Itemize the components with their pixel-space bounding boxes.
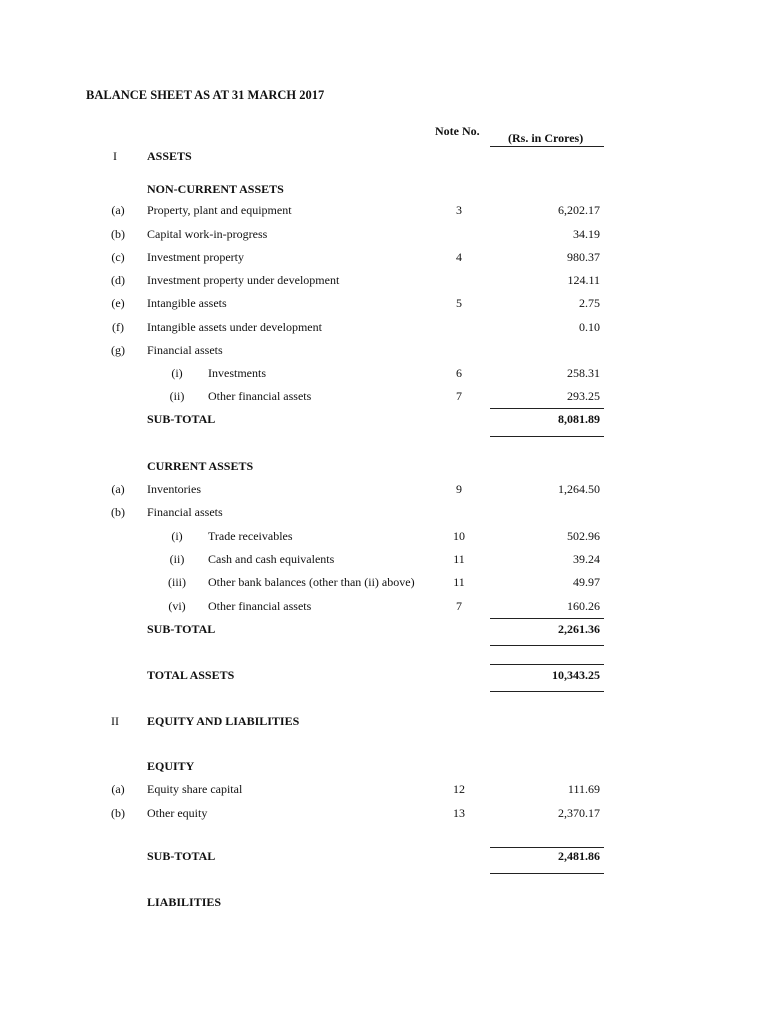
sub-row-description: Trade receivables [208,529,293,543]
row-note: 13 [453,806,465,820]
row-note: 9 [456,482,462,496]
subtotal-top-rule [490,618,604,619]
row-label: (d) [111,273,125,287]
sub-row-note: 11 [453,575,465,589]
row-amount: 0.10 [579,320,600,334]
sub-row-description: Other bank balances (other than (ii) above) [208,575,415,589]
row-label: (b) [111,505,125,519]
sub-row-amount: 293.25 [567,389,600,403]
row-description: Intangible assets [147,296,227,310]
row-description: Investment property [147,250,244,264]
sub-row-note: 7 [456,599,462,613]
row-amount: 124.11 [567,273,600,287]
row-amount: 1,264.50 [558,482,600,496]
sub-row-amount: 49.97 [573,575,600,589]
row-description: Other equity [147,806,208,820]
row-note: 4 [456,250,462,264]
equity-heading: EQUITY [147,759,195,773]
subtotal-label: SUB-TOTAL [147,849,216,863]
sub-row-label: (ii) [169,389,185,403]
row-amount: 2.75 [579,296,600,310]
row-label: (f) [112,320,124,334]
row-description: Intangible assets under development [147,320,322,334]
subtotal-label: SUB-TOTAL [147,412,216,426]
row-description: Property, plant and equipment [147,203,292,217]
current-assets-heading: CURRENT ASSETS [147,459,254,473]
liabilities-heading: LIABILITIES [147,895,222,909]
subtotal-label: SUB-TOTAL [147,622,216,636]
row-description: Financial assets [147,505,223,519]
unit-header: (Rs. in Crores) [508,131,584,145]
subtotal-top-rule [490,847,604,848]
subtotal-amount: 8,081.89 [558,412,600,426]
row-label: (a) [111,203,125,217]
section-numeral-assets: I [113,149,117,163]
row-label: (g) [111,343,125,357]
row-amount: 6,202.17 [558,203,600,217]
row-label: (a) [111,782,125,796]
sub-row-amount: 160.26 [567,599,600,613]
row-amount: 34.19 [573,227,600,241]
total-bottom-rule [490,691,604,692]
sub-row-note: 11 [453,552,465,566]
row-note: 3 [456,203,462,217]
row-description: Capital work-in-progress [147,227,268,241]
total-assets-label: TOTAL ASSETS [147,668,235,682]
row-amount: 2,370.17 [558,806,600,820]
sub-row-label: (i) [171,529,183,543]
row-description: Investment property under development [147,273,340,287]
document-title: BALANCE SHEET AS AT 31 MARCH 2017 [86,88,325,102]
sub-row-label: (iii) [168,575,186,589]
sub-row-description: Investments [208,366,266,380]
row-amount: 111.69 [567,782,600,796]
section-heading-assets: ASSETS [147,149,192,163]
row-label: (c) [111,250,125,264]
subtotal-bottom-rule [490,436,604,437]
section-heading-equity-liabilities: EQUITY AND LIABILITIES [147,714,300,728]
row-description: Equity share capital [147,782,243,796]
total-top-rule [490,664,604,665]
non-current-assets-heading: NON-CURRENT ASSETS [147,182,284,196]
row-label: (b) [111,806,125,820]
row-description: Inventories [147,482,201,496]
sub-row-note: 6 [456,366,462,380]
header-rule [490,146,604,147]
subtotal-top-rule [490,408,604,409]
row-label: (b) [111,227,125,241]
sub-row-description: Other financial assets [208,389,312,403]
subtotal-amount: 2,481.86 [558,849,600,863]
row-label: (e) [111,296,125,310]
sub-row-description: Other financial assets [208,599,312,613]
sub-row-amount: 258.31 [567,366,600,380]
sub-row-amount: 39.24 [573,552,600,566]
subtotal-bottom-rule [490,873,604,874]
row-description: Financial assets [147,343,223,357]
subtotal-bottom-rule [490,645,604,646]
row-note: 5 [456,296,462,310]
section-numeral-equity-liabilities: II [111,714,119,728]
total-assets-amount: 10,343.25 [552,668,600,682]
row-note: 12 [453,782,465,796]
sub-row-label: (vi) [168,599,186,613]
sub-row-note: 10 [453,529,465,543]
note-no-header: Note No. [435,124,480,138]
sub-row-label: (i) [171,366,183,380]
sub-row-amount: 502.96 [567,529,600,543]
sub-row-description: Cash and cash equivalents [208,552,335,566]
sub-row-note: 7 [456,389,462,403]
row-label: (a) [111,482,125,496]
subtotal-amount: 2,261.36 [558,622,600,636]
row-amount: 980.37 [567,250,600,264]
sub-row-label: (ii) [169,552,185,566]
